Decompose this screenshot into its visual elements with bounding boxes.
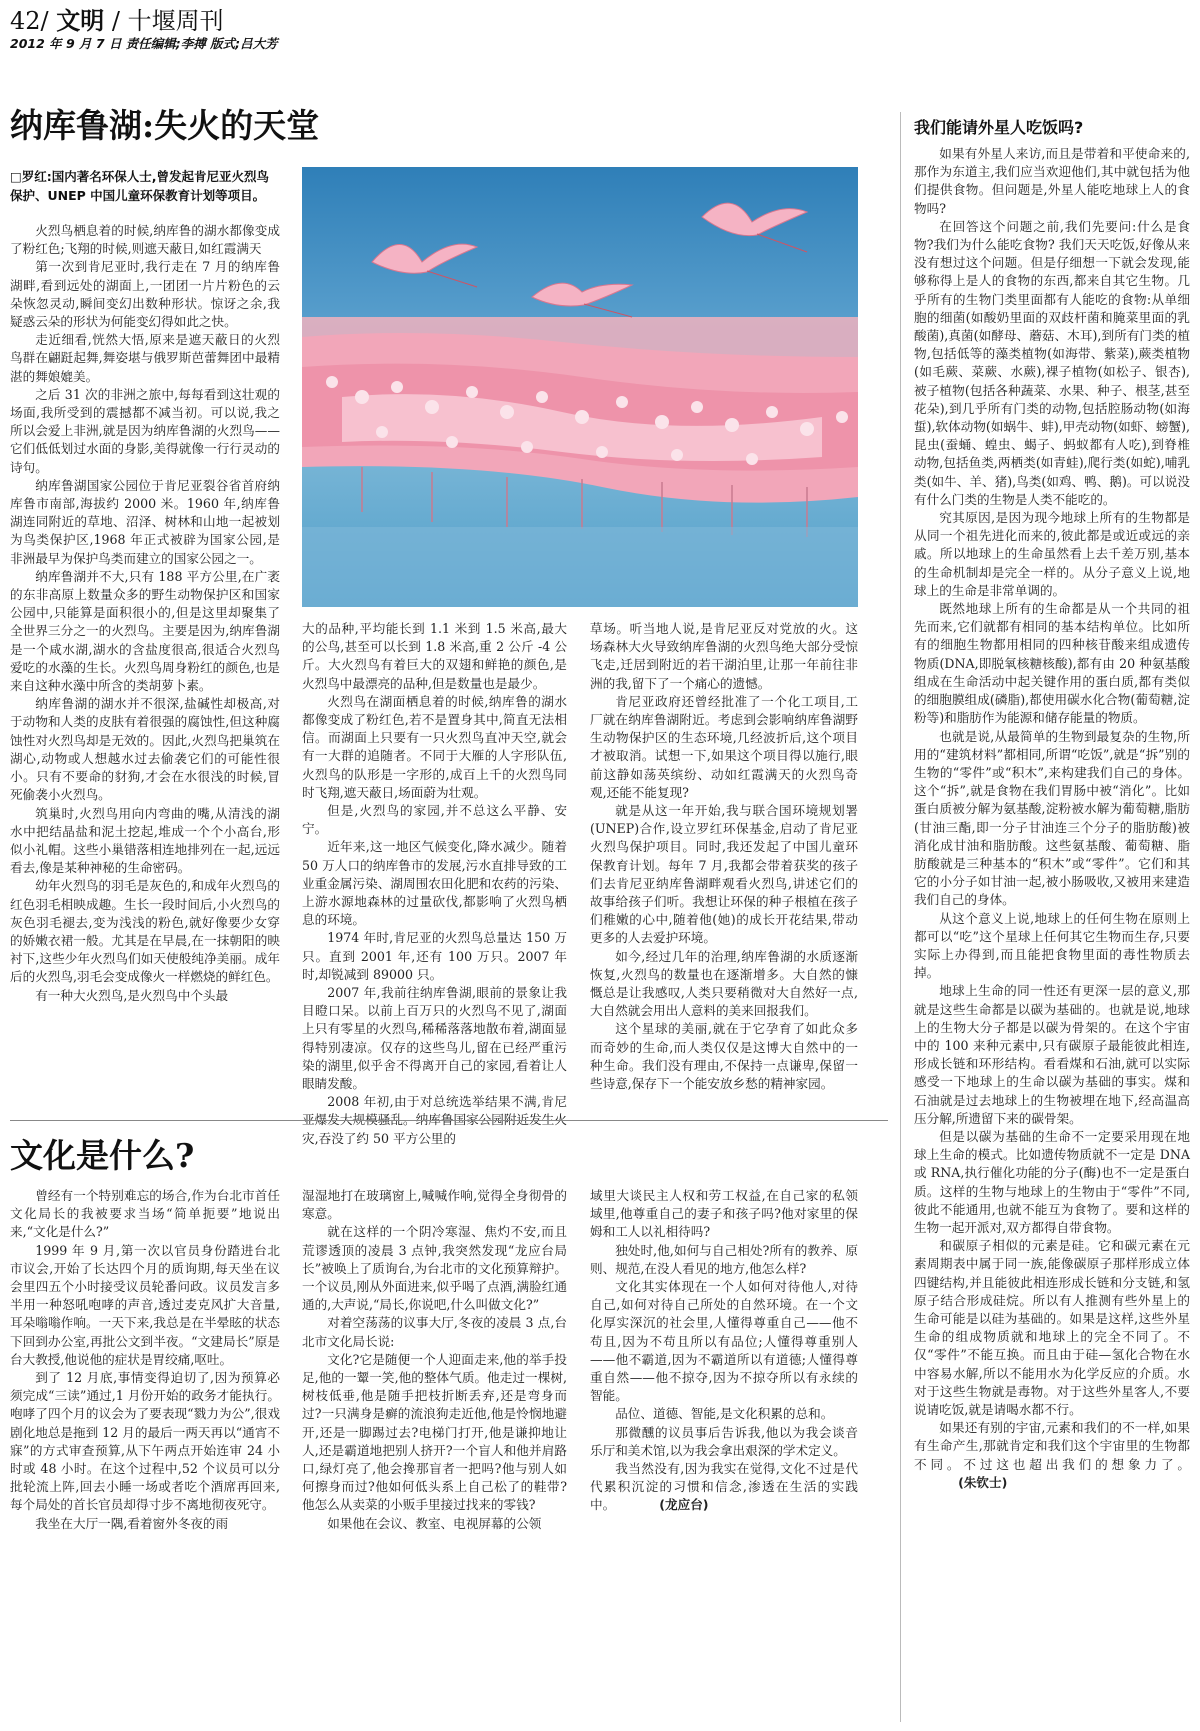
paragraph: 域里大谈民主人权和劳工权益,在自己家的私领域里,他尊重自己的妻子和孩子吗?他对家里的保姆和工人以礼相待吗? — [590, 1188, 858, 1240]
paragraph: 就是从这一年开始,我与联合国环境规划署(UNEP)合作,设立罗红环保基金,启动了肯尼亚火烈鸟保护项目。同时,我还发起了中国儿童环保教育计划。每年 7 月,我都会带着获奖的孩子们去肯尼亚纳库鲁湖畔观看火烈鸟,讲述它们的故事给孩子们听。我想让环保的种子根植在孩子们稚嫩的心中,随着他(她)的成长开花结果,带动更多的人去爱护环境。 — [590, 803, 858, 946]
paragraph: 纳库鲁湖的湖水并不很深,盐碱性却极高,对于动物和人类的皮肤有着很强的腐蚀性,但这种腐蚀性对火烈鸟却是无效的。因此,火烈鸟把巢筑在湖心,动物或人想越水过去偷袭它们的可能性很小。只有不要命的豺狗,才会在水很浅的时候,冒死偷袭小火烈鸟。 — [10, 696, 280, 803]
section-divider — [10, 1120, 888, 1121]
paragraph: 就在这样的一个阴冷寒湿、焦灼不安,而且荒谬透顶的凌晨 3 点钟,我突然发现“龙应台局长”被唤上了质询台,为台北市的文化预算辩护。一个议员,刚从外面进来,似乎喝了点酒,满脸红通通的,大声说,“局长,你说吧,什么叫做文化?” — [302, 1224, 567, 1313]
paragraph: 如今,经过几年的治理,纳库鲁湖的水质逐渐恢复,火烈鸟的数量也在逐渐增多。大自然的慷慨总是让我感叹,人类只要稍微对大自然好一点,大自然就会用出人意料的美来回报我们。 — [590, 948, 858, 1019]
flamingo-photo-illustration — [302, 167, 858, 607]
paragraph: 那微醺的议员事后告诉我,他以为我会谈音乐厅和美术馆,以为我会拿出艰深的学术定义。 — [590, 1424, 858, 1458]
paragraph: 但是以碳为基础的生命不一定要采用现在地球上生命的模式。比如遗传物质就不一定是 DNA 或 RNA,执行催化功能的分子(酶)也不一定是蛋白质。这样的生物与地球上的生物由于“零件”不同,彼此不能通用,也就不能互为食物了。要和这样的生物一起开派对,双方都得自带食物。 — [914, 1128, 1190, 1235]
paragraph — [590, 1460, 858, 1515]
paragraph: 文化其实体现在一个人如何对待他人,对待自己,如何对待自己所处的自然环境。在一个文化厚实深沉的社会里,人懂得尊重自己——他不苟且,因为不苟且所以有品位;人懂得尊重别人——他不霸道,因为不霸道所以有道德;人懂得尊重自然——他不掠夺,因为不掠夺所以有永续的智能。 — [590, 1279, 858, 1404]
lake-column-2 — [302, 620, 567, 1146]
paragraph-text: 如果还有别的宇宙,元素和我们的不一样,如果有生命产生,那就肯定和我们这个宇宙里的生物都不同。不过这也超出我们的想象力了。 — [914, 1420, 1190, 1472]
paragraph: 究其原因,是因为现今地球上所有的生物都是从同一个祖先进化而来的,彼此都是或近或远的亲戚。所以地球上的生命虽然看上去千差万别,基本的生命机制却是完全一样的。从分子意义上说,地球上的生命是非常单调的。 — [914, 510, 1190, 598]
paragraph: 但是,火烈鸟的家园,并不总这么平静、安宁。 — [302, 803, 567, 837]
header-separator: / — [111, 7, 120, 35]
article-title-culture: 文化是什么? — [10, 1136, 195, 1175]
paragraph: 地球上生命的同一性还有更深一层的意义,那就是这些生命都是以碳为基础的。也就是说,地球上的生物大分子都是以碳为骨架的。在这个宇宙中的 100 来种元素中,只有碳原子最能彼此相连,形成长链和环形结构。看看煤和石油,就可以实际感受一下地球上的生命以碳为基础的事实。煤和石油就是过去地球上的生物被埋在地下,经高温高压分解,所遗留下来的碳骨架。 — [914, 983, 1190, 1126]
paragraph: 独处时,他,如何与自己相处?所有的教养、原则、规范,在没人看见的地方,他怎么样? — [590, 1242, 858, 1276]
paragraph: 纳库鲁湖国家公园位于肯尼亚裂谷省首府纳库鲁市南部,海拔约 2000 米。1960 年,纳库鲁湖连同附近的草地、沼泽、树林和山地一起被划为鸟类保护区,1968 年正式被辟为国家公园,是非洲最早为保护鸟类而建立的国家公园之一。 — [10, 477, 280, 566]
paragraph: 火烈鸟栖息着的时候,纳库鲁的湖水都像变成了粉红色;飞翔的时候,则遮天蔽日,如红霞满天 — [10, 223, 280, 257]
paragraph: 从这个意义上说,地球上的任何生物在原则上都可以“吃”这个星球上任何其它生物而生存,只要实际上办得到,而且能把食物里面的毒性物质去掉。 — [914, 910, 1190, 981]
author-signature: (朱钦士) — [958, 1474, 1008, 1490]
culture-column-3 — [590, 1187, 858, 1727]
paragraph: 纳库鲁湖并不大,只有 188 平方公里,在广袤的东非高原上数量众多的野生动物保护区和国家公园中,只能算是面积很小的,但是这里却聚集了全世界三分之一的火烈鸟。主要是因为,纳库鲁湖是一个咸水湖,湖水的含盐度很高,很适合火烈鸟爱吃的水藻的生长。火烈鸟周身粉红的颜色,也是来自这种水藻中所含的类胡萝卜素。 — [10, 568, 280, 694]
lake-column-3 — [590, 620, 858, 1102]
paragraph: 1999 年 9 月,第一次以官员身份踏进台北市议会,开始了长达四个月的质询期,每天坐在议会里四五个小时接受议员轮番问政。议员发言多半用一种怒吼咆哮的声音,透过麦克风扩大音量,耳朵嗡嗡作响。一天下来,我总是在半晕眩的状态下回到办公室,再批公文到半夜。“文建局长”原是台大教授,他说他的症状是胃绞痛,呕吐。 — [10, 1242, 280, 1367]
paragraph: 走近细看,恍然大悟,原来是遮天蔽日的火烈鸟群在翩跹起舞,舞姿堪与俄罗斯芭蕾舞团中最精湛的舞娘媲美。 — [10, 332, 280, 384]
paragraph: 到了 12 月底,事情变得迫切了,因为预算必须完成“三读”通过,1 月份开始的政务才能执行。咆哮了四个月的议会为了要表现“戮力为公”,很戏剧化地总是拖到 12 月的最后一两天再以“通宵不寐”的方式审查预算,从下午两点开始连审 24 小时或 48 小时。在这个过程中,52 个议员可以分批轮流上阵,回去小睡一场或者吃个酒席再回来,每个局处的首长官员却得寸步不离地彻夜死守。 — [10, 1370, 280, 1513]
paragraph: 幼年火烈鸟的羽毛是灰色的,和成年火烈鸟的红色羽毛相映成趣。生长一段时间后,小火烈鸟的灰色羽毛褪去,变为浅浅的粉色,就好像要少女穿的娇嫩衣裙一般。尤其是在早晨,在一抹朝阳的映衬下,这些少年火烈鸟们如天使般纯净美丽。成年后的火烈鸟,羽毛会变成像火一样燃烧的鲜红色。 — [10, 878, 280, 985]
paragraph: 这个星球的美丽,就在于它孕育了如此众多而奇妙的生命,而人类仅仅是这博大自然中的一种生命。我们没有理由,不保持一点谦卑,保留一些诗意,保存下一个能安放乡愁的精神家园。 — [590, 1021, 858, 1092]
paragraph-text: 我当然没有,因为我实在觉得,文化不过是代代累积沉淀的习惯和信念,渗透在生活的实践中。 — [590, 1461, 858, 1513]
culture-column-2 — [302, 1187, 567, 1727]
paragraph: 肯尼亚政府还曾经批准了一个化工项目,工厂就在纳库鲁湖附近。考虑到会影响纳库鲁湖野生动物保护区的生态环境,几经波折后,这个项目才被取消。试想一下,如果这个项目得以施行,眼前这静如荡英缤纷、动如红霞满天的火烈鸟奇观,还能不能复现? — [590, 693, 858, 800]
paragraph: 第一次到肯尼亚时,我行走在 7 月的纳库鲁湖畔,看到远处的湖面上,一团团一片片粉色的云朵恢忽灵动,瞬间变幻出数种形状。惊讶之余,我疑惑云朵的形状为何能变幻得如此之快。 — [10, 259, 280, 330]
paragraph: 和碳原子相似的元素是硅。它和碳元素在元素周期表中属于同一族,能像碳原子那样形成立体四键结构,并且能彼此相连形成长链和分支链,和氢原子结合形成硅烷。所以有人推测有些外星上的生命可能是以硅为基础的。如果是这样,这些外星生命的组成物质就和地球上的完全不同了。不仅“零件”不能互换。而且由于硅—氢化合物在水中容易水解,所以不能用水为化学反应的介质。水对于这些生物就是毒物。对于这些外星客人,不要说请吃饭,就是请喝水都不行。 — [914, 1238, 1190, 1418]
paragraph: 筑巢时,火烈鸟用向内弯曲的嘴,从清浅的湖水中把结晶盐和泥土挖起,堆成一个个小高台,形似小礼帽。这些小巢错落相连地排列在一起,远远看去,像是某种神秘的生命密码。 — [10, 805, 280, 876]
paragraph: 湿湿地打在玻璃窗上,喊喊作响,觉得全身彻骨的寒意。 — [302, 1188, 567, 1222]
paragraph: 大的品种,平均能长到 1.1 米到 1.5 米高,最大的公鸟,甚至可以长到 1.8 米高,重 2 公斤 -4 公斤。大火烈鸟有着巨大的双翅和鲜艳的颜色,是火烈鸟中最漂亮的品种,但是数量也是最少。 — [302, 621, 567, 691]
section-name: 文明 — [56, 6, 105, 35]
paragraph: 有一种大火烈鸟,是火烈鸟中个头最 — [35, 987, 229, 1003]
paragraph: 文化?它是随便一个人迎面走来,他的举手投足,他的一颦一笑,他的整体气质。他走过一棵树,树枝低垂,他是随手把枝折断丢弃,还是弯身而过?一只满身是癣的流浪狗走近他,他是怜悯地避开,还是一脚踢过去?电梯门打开,他是谦抑地让人,还是霸道地把别人挤开?一个盲人和他并肩路口,绿灯亮了,他会搀那盲者一把吗?他与别人如何擦身而过?他如何低头系上自己松了的鞋带?他怎么从卖菜的小贩手里接过找来的零钱? — [302, 1351, 567, 1513]
paragraph: 对着空荡荡的议事大厅,冬夜的凌晨 3 点,台北市文化局长说: — [302, 1315, 567, 1349]
flamingo-photo — [302, 167, 858, 607]
paragraph: 2007 年,我前往纳库鲁湖,眼前的景象让我目瞪口呆。以前上百万只的火烈鸟不见了,湖面上只有零星的火烈鸟,稀稀落落地散布着,湖面显得特别凄凉。仅存的这些鸟儿,留在已经严重污染的湖里,似乎舍不得离开自己的家园,看着让人眼睛发酸。 — [302, 985, 567, 1092]
paragraph: 近年来,这一地区气候变化,降水减少。随着 50 万人口的纳库鲁市的发展,污水直排导致的工业重金属污染、湖周围农田化肥和农药的污染、上游水源地森林的过量砍伐,都影响了火烈鸟栖息的环境。 — [302, 839, 567, 928]
paragraph: 如果有外星人来访,而且是带着和平使命来的,那作为东道主,我们应当欢迎他们,其中就包括为他们提供食物。但问题是,外星人能吃地球上人的食物吗? — [914, 146, 1190, 216]
paragraph: 既然地球上所有的生命都是从一个共同的祖先而来,它们就都有相同的基本结构单位。比如所有的细胞生物都用相同的四种核苷酸来组成遗传物质(DNA,即脱氧核糖核酸),都有由 20 种氨基酸组成在生命活动中起关键作用的蛋白质,都有类似的细胞膜组成(磷脂),都使用碳水化合物(葡萄糖,淀粉等)和脂肪作为能源和储存能量的物质。 — [914, 601, 1190, 726]
paragraph: 2008 年初,由于对总统选举结果不满,肯尼亚爆发大规模骚乱。纳库鲁国家公园附近发生火灾,吞没了约 50 平方公里的 — [302, 1094, 567, 1146]
publication-name: 十堰周刊 — [127, 7, 224, 35]
page-header — [10, 6, 278, 50]
paragraph: 品位、道德、智能,是文化积累的总和。 — [615, 1406, 834, 1422]
paragraph: 我坐在大厅一隅,看着窗外冬夜的雨 — [35, 1515, 229, 1531]
paragraph: 草场。听当地人说,是肯尼亚反对党放的火。这场森林大火导致纳库鲁湖的火烈鸟绝大部分受惊飞走,迁居到附近的若干湖泊里,让那一年前往非洲的我,留下了一个痛心的遗憾。 — [590, 621, 858, 691]
author-signature: (龙应台) — [659, 1497, 709, 1513]
paragraph: 如果他在会议、教室、电视屏幕的公领 — [327, 1515, 542, 1531]
culture-column-1 — [10, 1187, 280, 1727]
aliens-column — [914, 145, 1190, 1725]
author-byline: □罗红:国内著名环保人士,曾发起肯尼亚火烈鸟保护、UNEP 中国儿童环保教育计划等项目。 — [10, 169, 270, 203]
article-title-lake: 纳库鲁湖:失火的天堂 — [10, 106, 320, 145]
paragraph: 1974 年时,肯尼亚的火烈鸟总量达 150 万只。直到 2001 年,还有 100 万只。2007 年时,却锐减到 89000 只。 — [302, 930, 567, 982]
paragraph: 之后 31 次的非洲之旅中,每每看到这壮观的场面,我所受到的震撼都不减当初。可以说,我之所以会爱上非洲,就是因为纳库鲁湖的火烈鸟——它们低低划过水面的身影,美得就像一行行灵动的诗句。 — [10, 386, 280, 475]
article-title-aliens: 我们能请外星人吃饭吗? — [914, 118, 1084, 137]
paragraph: 在回答这个问题之前,我们先要问:什么是食物?我们为什么能吃食物? 我们天天吃饭,好像从来没有想过这个问题。但是仔细想一下就会发现,能够称得上是人的食物的东西,都来自其它生物。几乎所有的生物门类里面都有人能吃的食物:从单细胞的细菌(如酸奶里面的双歧杆菌和腌菜里面的乳酸菌),真菌(如酵母、蘑菇、木耳),到所有门类的植物,包括低等的藻类植物(如海带、紫菜),蕨类植物(如毛蕨、菜蕨、水蕨),裸子植物(如松子、银杏),被子植物(包括各种蔬菜、水果、种子、根茎,甚至花朵),到几乎所有门类的动物,包括腔肠动物(如海蜇),软体动物(如蜗牛、蚌),甲壳动物(如虾、螃蟹),昆虫(蚕蛹、蝗虫、蝎子、蚂蚁都有人吃),到脊椎动物,包括鱼类,两栖类(如青蛙),爬行类(如蛇),哺乳类(如牛、羊、猪),鸟类(如鸡、鸭、鹅)。可以说没有什么门类的生物是人类不能吃的。 — [914, 218, 1190, 507]
paragraph: 火烈鸟在湖面栖息着的时候,纳库鲁的湖水都像变成了粉红色,若不是置身其中,简直无法相信。而湖面上只要有一只火烈鸟直冲天空,就会有一大群的追随者。不同于大雁的人字形队伍,火烈鸟的队形是一字形的,成百上千的火烈鸟同时飞翔,遮天蔽日,场面蔚为壮观。 — [302, 693, 567, 800]
paragraph: 曾经有一个特别难忘的场合,作为台北市首任文化局长的我被要求当场“简单扼要”地说出来,“文化是什么?” — [10, 1188, 280, 1240]
column-divider — [900, 112, 901, 1722]
header-credits: 2012 年 9 月 7 日 责任编辑;李搏 版式;吕大芳 — [10, 36, 278, 51]
header-line — [10, 6, 278, 36]
paragraph: 也就是说,从最简单的生物到最复杂的生物,所用的“建筑材料”都相同,所谓“吃饭”,就是“拆”别的生物的“零件”或“积木”,来构建我们自己的身体。这个“拆”,就是食物在我们胃肠中被“消化”。比如蛋白质被分解为氨基酸,淀粉被水解为葡萄糖,脂肪(甘油三酯,即一分子甘油连三个分子的脂肪酸)被消化成甘油和脂肪酸。这些氨基酸、葡萄糖、脂肪酸就是三种基本的“积木”或“零件”。它们和其它的小分子如甘油一起,被小肠吸收,又被用来建造我们自己的身体。 — [914, 728, 1190, 908]
page-number: 42/ — [10, 7, 49, 35]
lake-column-1 — [10, 222, 280, 1102]
paragraph — [914, 1419, 1190, 1492]
